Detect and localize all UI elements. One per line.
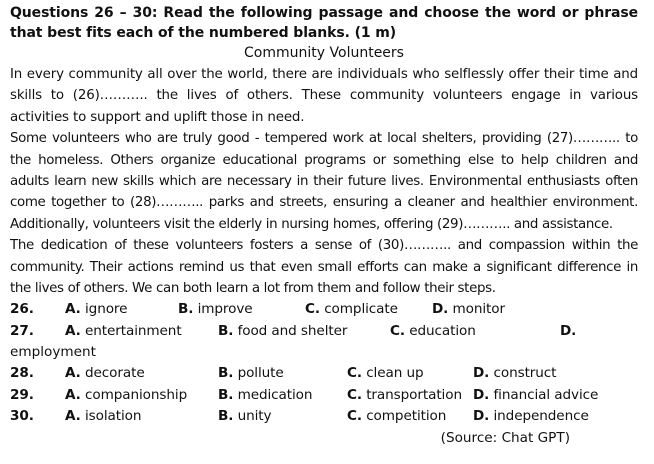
- option-letter: D.: [473, 365, 490, 382]
- option-letter: B.: [218, 408, 234, 425]
- question-30: [10, 406, 638, 427]
- question-number: 26.: [10, 301, 34, 318]
- option-letter: D.: [432, 301, 449, 318]
- option-c[interactable]: [347, 363, 473, 384]
- option-b[interactable]: [218, 406, 347, 427]
- option-text: pollute: [237, 365, 284, 382]
- option-letter: D.: [473, 408, 490, 425]
- option-text: financial advice: [493, 386, 599, 403]
- option-letter: C.: [347, 386, 362, 403]
- option-text: ignore: [84, 301, 128, 318]
- option-c[interactable]: [390, 321, 560, 342]
- passage-paragraph-1: In every community all over the world, there are individuals who selflessly offer their time and skills to (26)……….. the lives of others. These community volunteers engage in various activities to support and uplift those in need.: [10, 67, 638, 125]
- question-number: 27.: [10, 322, 34, 339]
- option-letter: A.: [65, 301, 81, 318]
- option-a[interactable]: [65, 385, 218, 406]
- option-c[interactable]: [347, 385, 473, 406]
- option-d[interactable]: [473, 406, 589, 427]
- question-number: 28.: [10, 365, 34, 382]
- question-number: 29.: [10, 386, 34, 403]
- option-text: education: [409, 322, 476, 339]
- option-letter: C.: [347, 408, 362, 425]
- option-text: competition: [366, 408, 447, 425]
- option-letter: A.: [65, 386, 81, 403]
- option-text: entertainment: [84, 322, 182, 339]
- passage-paragraph-2: Some volunteers who are truly good - tempered work at local shelters, providing (27)……….. to the homeless. Others organize educational programs or something else to help children and adults learn new skills which are necessary in their future lives. Environmental enthusiasts often come together to (28)……….. parks and streets, ensuring a cleaner and healthier environment. Additionally, volunteers visit the elderly in nursing homes, offering (29)……….. and assistance.: [10, 131, 638, 232]
- option-letter: C.: [347, 365, 362, 382]
- option-text: decorate: [84, 365, 145, 382]
- option-d[interactable]: [473, 385, 598, 406]
- option-letter: C.: [390, 322, 405, 339]
- option-letter: A.: [65, 408, 81, 425]
- option-letter: D.: [560, 322, 577, 339]
- question-28: [10, 363, 638, 384]
- option-a[interactable]: [65, 406, 218, 427]
- option-text: independence: [493, 408, 589, 425]
- section-heading: Questions 26 – 30: Read the following passage and choose the word or phrase that best fits each of the numbered blanks. (1 m): [10, 5, 638, 41]
- option-b[interactable]: [218, 321, 390, 342]
- option-letter: A.: [65, 365, 81, 382]
- option-text: unity: [237, 408, 272, 425]
- question-27: [10, 321, 638, 342]
- passage-title: Community Volunteers: [244, 45, 404, 61]
- option-text: monitor: [452, 301, 505, 318]
- option-b[interactable]: [218, 363, 347, 384]
- question-number: 30.: [10, 408, 34, 425]
- option-text: food and shelter: [237, 322, 348, 339]
- worksheet: [10, 3, 638, 449]
- option-text: clean up: [366, 365, 424, 382]
- option-text: construct: [493, 365, 557, 382]
- option-d[interactable]: [432, 299, 505, 320]
- option-text: isolation: [84, 408, 142, 425]
- option-a[interactable]: [65, 363, 218, 384]
- option-letter: B.: [218, 322, 234, 339]
- option-letter: C.: [305, 301, 320, 318]
- question-26: [10, 299, 638, 320]
- option-text: transportation: [366, 386, 462, 403]
- option-c[interactable]: [305, 299, 432, 320]
- option-b[interactable]: [218, 385, 347, 406]
- option-text: companionship: [84, 386, 188, 403]
- option-text: medication: [237, 386, 313, 403]
- question-29: [10, 385, 638, 406]
- option-letter: D.: [473, 386, 490, 403]
- option-d[interactable]: [560, 321, 576, 342]
- option-a[interactable]: [65, 299, 178, 320]
- option-letter: B.: [218, 365, 234, 382]
- option-letter: B.: [178, 301, 194, 318]
- option-text: complicate: [324, 301, 398, 318]
- option-d-wrapped-text: employment: [10, 344, 96, 361]
- option-letter: B.: [218, 386, 234, 403]
- option-b[interactable]: [178, 299, 305, 320]
- source-credit: (Source: Chat GPT): [440, 429, 570, 446]
- passage-paragraph-3: The dedication of these volunteers fosters a sense of (30)……….. and compassion within the community. Their actions remind us that even small efforts can make a significant difference in the lives of others. We can both learn a lot from them and follow their steps.: [10, 238, 638, 297]
- option-text: improve: [197, 301, 253, 318]
- option-c[interactable]: [347, 406, 473, 427]
- option-a[interactable]: [65, 321, 218, 342]
- option-letter: A.: [65, 322, 81, 339]
- option-d[interactable]: [473, 363, 556, 384]
